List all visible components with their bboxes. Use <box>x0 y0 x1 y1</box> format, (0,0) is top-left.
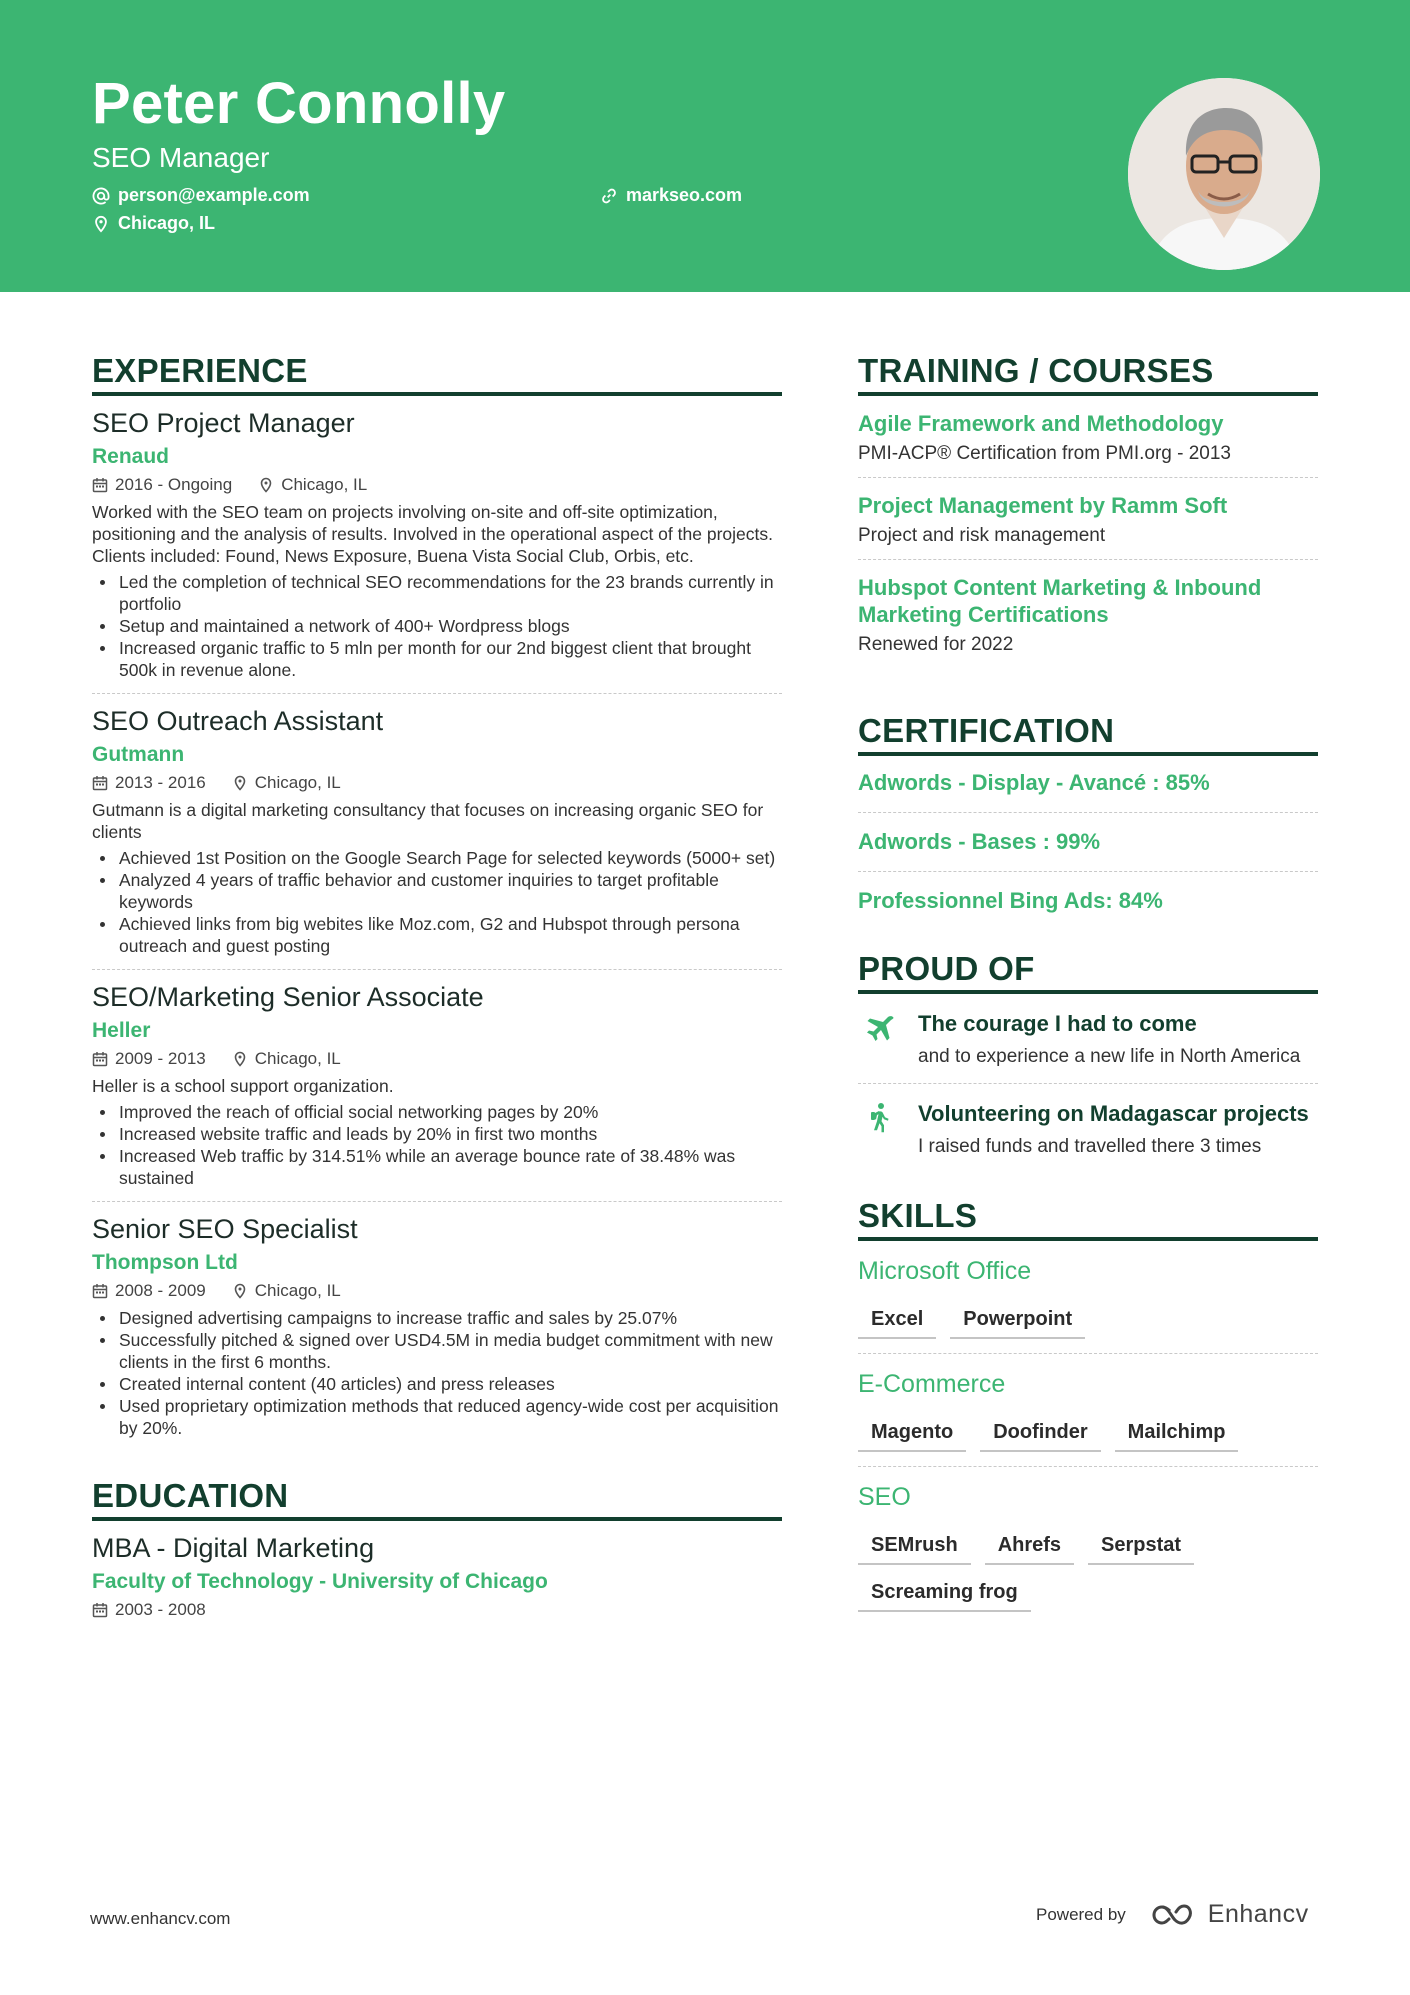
hiker-icon <box>864 1102 896 1134</box>
proud-item <box>858 1006 1318 1084</box>
bullet-item: Increased Web traffic by 314.51% while an average bounce rate of 38.48% was sustained <box>92 1145 782 1189</box>
bullet-item: Used proprietary optimization methods that reduced agency-wide cost per acquisition by 20%. <box>92 1395 782 1439</box>
proud-heading: PROUD OF <box>858 950 1318 994</box>
calendar-icon <box>92 1602 108 1618</box>
job-meta <box>92 1049 782 1069</box>
bullet-item: Designed advertising campaigns to increase traffic and sales by 25.07% <box>92 1307 782 1329</box>
map-pin-icon <box>92 215 110 233</box>
education-heading: EDUCATION <box>92 1477 782 1521</box>
proud-item <box>858 1096 1318 1173</box>
course-entry <box>858 408 1318 478</box>
link-icon <box>600 187 618 205</box>
map-pin-icon <box>232 1283 248 1299</box>
skill-tag: Screaming frog <box>858 1581 1031 1612</box>
bullet-item: Achieved links from big webites like Moz.com, G2 and Hubspot through persona outreach and guest posting <box>92 913 782 957</box>
job-meta <box>92 773 782 793</box>
skill-tag: Serpstat <box>1088 1534 1194 1565</box>
skill-tags <box>858 1534 1318 1612</box>
candidate-name: Peter Connolly <box>92 71 506 136</box>
bullet-item: Improved the reach of official social networking pages by 20% <box>92 1101 782 1123</box>
certification-item: Adwords - Display - Avancé : 85% <box>858 768 1318 813</box>
experience-heading: EXPERIENCE <box>92 352 782 396</box>
education-meta <box>92 1600 782 1620</box>
bullet-item: Successfully pitched & signed over USD4.5M in media budget commitment with new clients in the first 6 months. <box>92 1329 782 1373</box>
course-title: Hubspot Content Marketing & Inbound Marketing Certifications <box>858 575 1262 627</box>
job-entry <box>92 982 782 1202</box>
skills-heading: SKILLS <box>858 1197 1318 1241</box>
bullet-item: Setup and maintained a network of 400+ Wordpress blogs <box>92 615 782 637</box>
job-title: SEO/Marketing Senior Associate <box>92 982 484 1012</box>
job-location: Chicago, IL <box>254 1049 341 1068</box>
skill-tag: Magento <box>858 1421 966 1452</box>
course-description: PMI-ACP® Certification from PMI.org - 2013 <box>858 443 1231 464</box>
calendar-icon <box>92 1283 108 1299</box>
bullet-item: Created internal content (40 articles) and press releases <box>92 1373 782 1395</box>
at-icon <box>92 187 110 205</box>
footer-branding <box>1036 1900 1309 1929</box>
skill-category: E-Commerce <box>858 1370 1006 1398</box>
job-description: Gutmann is a digital marketing consultancy that focuses on increasing organic SEO for clients <box>92 800 764 842</box>
airplane-icon <box>864 1012 896 1044</box>
bullet-item: Increased organic traffic to 5 mln per month for our 2nd biggest client that brought 500k in revenue alone. <box>92 637 782 681</box>
training-heading: TRAINING / COURSES <box>858 352 1318 396</box>
bullet-item: Increased website traffic and leads by 20% in first two months <box>92 1123 782 1145</box>
job-meta <box>92 475 782 495</box>
certification-item: Professionnel Bing Ads: 84% <box>858 888 1163 913</box>
job-company: Gutmann <box>92 743 185 766</box>
email-text: person@example.com <box>118 185 310 205</box>
job-company: Thompson Ltd <box>92 1251 238 1274</box>
brand-logo[interactable] <box>1150 1900 1309 1929</box>
skill-tag: Doofinder <box>980 1421 1100 1452</box>
skill-tags <box>858 1308 1318 1339</box>
header-banner <box>0 0 1410 292</box>
skill-group <box>858 1253 1318 1354</box>
proud-title: Volunteering on Madagascar projects <box>918 1101 1309 1126</box>
job-bullets <box>92 847 782 957</box>
job-meta <box>92 1281 782 1301</box>
course-title: Project Management by Ramm Soft <box>858 493 1228 518</box>
footer-website-link[interactable]: www.enhancv.com <box>90 1909 231 1928</box>
calendar-icon <box>92 1051 108 1067</box>
education-dates: 2003 - 2008 <box>115 1600 206 1619</box>
skill-tags <box>858 1421 1318 1452</box>
enhancv-logo-icon <box>1150 1902 1198 1928</box>
map-pin-icon <box>258 477 274 493</box>
skill-category: Microsoft Office <box>858 1257 1032 1285</box>
bullet-item: Achieved 1st Position on the Google Search Page for selected keywords (5000+ set) <box>92 847 782 869</box>
brand-name: Enhancv <box>1207 1900 1309 1928</box>
candidate-role: SEO Manager <box>92 142 270 173</box>
skill-category: SEO <box>858 1483 911 1511</box>
skill-tag: Excel <box>858 1308 936 1339</box>
email-contact[interactable] <box>92 185 310 206</box>
proud-title: The courage I had to come <box>918 1011 1197 1036</box>
job-entry <box>92 1214 782 1451</box>
job-bullets <box>92 571 782 681</box>
proud-description: I raised funds and travelled there 3 times <box>918 1136 1262 1157</box>
avatar <box>1128 78 1320 270</box>
job-dates: 2008 - 2009 <box>115 1281 206 1300</box>
map-pin-icon <box>232 1051 248 1067</box>
job-dates: 2009 - 2013 <box>115 1049 206 1068</box>
course-title: Agile Framework and Methodology <box>858 411 1224 436</box>
skill-tag: Mailchimp <box>1115 1421 1239 1452</box>
job-description: Worked with the SEO team on projects involving on-site and off-site optimization, positioning and the analysis of results. Involved in the operational aspect of the projects. Clients included: Found, News Exposure, Buena Vista Social Club, Orbis, etc. <box>92 502 773 566</box>
left-column <box>92 352 782 1626</box>
job-dates: 2013 - 2016 <box>115 773 206 792</box>
job-title: SEO Project Manager <box>92 408 355 438</box>
bullet-item: Led the completion of technical SEO recommendations for the 23 brands currently in portfolio <box>92 571 782 615</box>
proud-description: and to experience a new life in North America <box>918 1046 1301 1067</box>
course-entry <box>858 572 1318 668</box>
job-company: Renaud <box>92 445 170 468</box>
skill-group <box>858 1366 1318 1467</box>
location-text: Chicago, IL <box>118 213 216 233</box>
job-description: Heller is a school support organization. <box>92 1076 394 1096</box>
job-title: Senior SEO Specialist <box>92 1214 358 1244</box>
education-degree: MBA - Digital Marketing <box>92 1533 375 1563</box>
skill-tag: Powerpoint <box>950 1308 1085 1339</box>
job-dates: 2016 - Ongoing <box>115 475 233 494</box>
skill-tag: SEMrush <box>858 1534 971 1565</box>
bullet-item: Analyzed 4 years of traffic behavior and customer inquiries to target profitable keywords <box>92 869 782 913</box>
certification-heading: CERTIFICATION <box>858 712 1318 756</box>
job-entry <box>92 408 782 694</box>
powered-by-label: Powered by <box>1036 1904 1126 1924</box>
calendar-icon <box>92 477 108 493</box>
job-bullets <box>92 1101 782 1189</box>
education-school: Faculty of Technology - University of Chicago <box>92 1570 548 1593</box>
course-description: Project and risk management <box>858 525 1106 546</box>
certification-item: Adwords - Bases : 99% <box>858 827 1318 872</box>
job-company: Heller <box>92 1019 151 1042</box>
job-entry <box>92 706 782 970</box>
website-text: markseo.com <box>626 185 743 205</box>
calendar-icon <box>92 775 108 791</box>
course-entry <box>858 490 1318 560</box>
map-pin-icon <box>232 775 248 791</box>
job-location: Chicago, IL <box>254 1281 341 1300</box>
right-column <box>858 352 1318 1638</box>
skill-group <box>858 1479 1318 1626</box>
skill-tag: Ahrefs <box>985 1534 1074 1565</box>
job-location: Chicago, IL <box>281 475 368 494</box>
location-contact <box>92 213 215 234</box>
job-bullets <box>92 1307 782 1439</box>
website-contact[interactable] <box>600 185 742 206</box>
job-location: Chicago, IL <box>254 773 341 792</box>
job-title: SEO Outreach Assistant <box>92 706 384 736</box>
course-description: Renewed for 2022 <box>858 634 1014 655</box>
